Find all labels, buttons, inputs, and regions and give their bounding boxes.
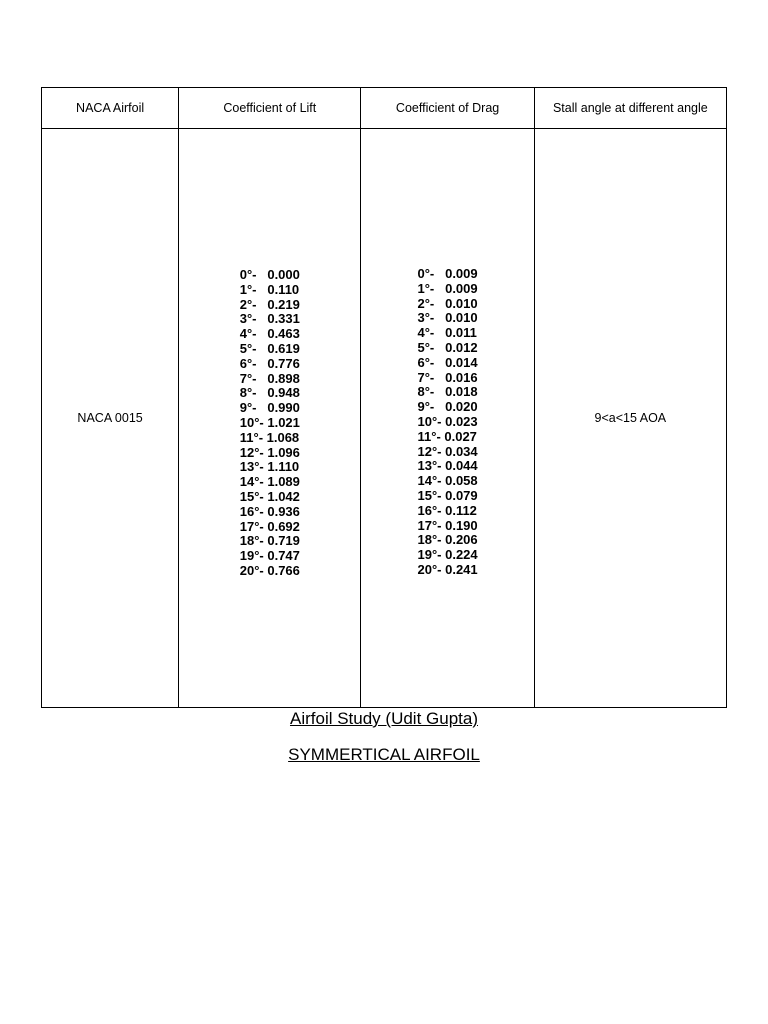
header-naca-airfoil: NACA Airfoil <box>42 88 179 129</box>
drag-value-row: 3°- 0.010 <box>417 310 478 326</box>
drag-value-row: 0°- 0.009 <box>417 266 478 282</box>
lift-value-row: 0°- 0.000 <box>239 267 300 283</box>
drag-value-row: 4°- 0.011 <box>417 325 477 341</box>
lift-value-row: 17°- 0.692 <box>239 518 300 534</box>
table-row <box>42 129 727 708</box>
drag-values-cell <box>361 129 534 708</box>
drag-value-row: 10°- 0.023 <box>417 414 478 429</box>
lift-value-row: 3°- 0.331 <box>239 311 300 327</box>
drag-value-row: 11°- 0.027 <box>417 428 477 444</box>
lift-value-row: 20°- 0.766 <box>239 562 300 578</box>
drag-value-row: 14°- 0.058 <box>417 473 478 489</box>
drag-value-row: 15°- 0.079 <box>417 487 478 503</box>
drag-value-row: 20°- 0.241 <box>417 561 478 577</box>
lift-value-row: 6°- 0.776 <box>239 355 300 371</box>
drag-value-row: 18°- 0.206 <box>417 532 478 548</box>
lift-value-row: 1°- 0.110 <box>239 281 300 297</box>
drag-value-row: 2°- 0.010 <box>417 295 478 311</box>
lift-value-row: 5°- 0.619 <box>239 341 300 357</box>
lift-value-row: 8°- 0.948 <box>239 385 300 401</box>
header-stall-angle: Stall angle at different angle <box>534 88 726 129</box>
lift-value-row: 7°- 0.898 <box>239 370 300 386</box>
drag-values-list <box>418 267 478 578</box>
drag-value-row: 13°- 0.044 <box>417 458 478 474</box>
stall-angle-cell: 9<a<15 AOA <box>534 129 726 708</box>
lift-value-row: 18°- 0.719 <box>239 533 300 549</box>
drag-value-row: 17°- 0.190 <box>417 517 478 533</box>
lift-value-row: 14°- 1.089 <box>239 474 300 490</box>
lift-value-row: 11°- 1.068 <box>239 429 300 445</box>
lift-value-row: 10°- 1.021 <box>239 415 300 430</box>
drag-value-row: 12°- 0.034 <box>417 443 478 459</box>
drag-value-row: 16°- 0.112 <box>417 502 477 518</box>
document-subtitle: SYMMERTICAL AIRFOIL <box>288 745 480 764</box>
drag-value-row: 9°- 0.020 <box>417 399 478 415</box>
header-coefficient-of-drag: Coefficient of Drag <box>361 88 534 129</box>
lift-value-row: 12°- 1.096 <box>239 444 300 460</box>
lift-values-cell <box>179 129 361 708</box>
lift-value-row: 13°- 1.110 <box>239 459 300 475</box>
drag-value-row: 6°- 0.014 <box>417 354 478 370</box>
drag-value-row: 5°- 0.012 <box>417 340 478 356</box>
drag-value-row: 1°- 0.009 <box>417 280 478 296</box>
lift-values-list <box>240 268 300 579</box>
airfoil-data-table <box>41 87 727 708</box>
lift-value-row: 19°- 0.747 <box>239 548 300 564</box>
document-title: Airfoil Study (Udit Gupta) <box>289 709 478 728</box>
lift-value-row: 4°- 0.463 <box>239 326 300 342</box>
drag-value-row: 19°- 0.224 <box>417 547 478 563</box>
lift-value-row: 2°- 0.219 <box>239 296 300 312</box>
lift-value-row: 16°- 0.936 <box>239 503 300 519</box>
header-coefficient-of-lift: Coefficient of Lift <box>179 88 361 129</box>
lift-value-row: 15°- 1.042 <box>239 488 300 504</box>
drag-value-row: 7°- 0.016 <box>417 369 478 385</box>
airfoil-name-cell: NACA 0015 <box>42 129 179 708</box>
lift-value-row: 9°- 0.990 <box>239 400 300 416</box>
table-header-row <box>42 88 727 129</box>
drag-value-row: 8°- 0.018 <box>417 384 478 400</box>
